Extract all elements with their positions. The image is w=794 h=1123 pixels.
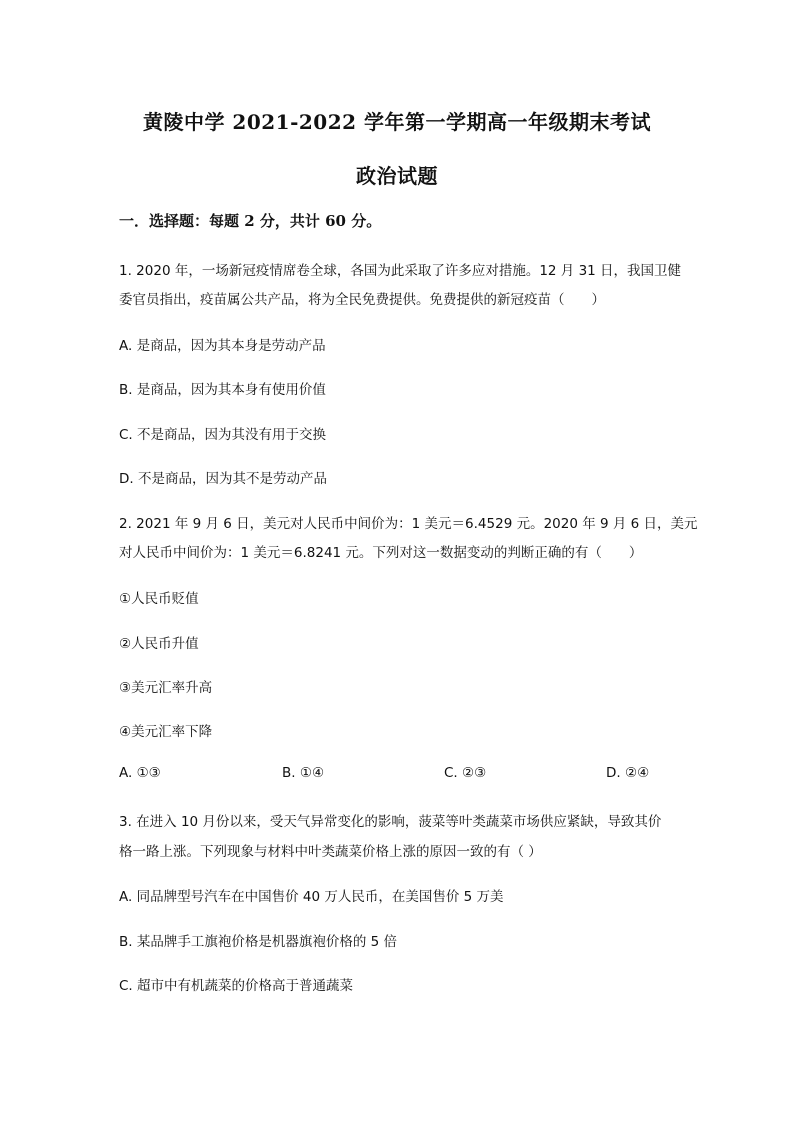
q2-statement-3: ③美元汇率升高 — [119, 680, 213, 696]
q2-options-row — [0, 765, 794, 785]
q2-statement-2: ②人民币升值 — [119, 636, 199, 652]
q2-option-a: A. ①③ — [119, 765, 161, 781]
q1-option-c: C. 不是商品，因为其没有用于交换 — [119, 427, 327, 443]
q1-option-b: B. 是商品，因为其本身有使用价值 — [119, 382, 326, 398]
q3-option-c: C. 超市中有机蔬菜的价格高于普通蔬菜 — [119, 978, 354, 994]
q1-stem-line-1: 1. 2020 年，一场新冠疫情席卷全球，各国为此采取了许多应对措施。12 月 31 日，我国卫健 — [119, 263, 682, 279]
q3-option-b: B. 某品牌手工旗袍价格是机器旗袍价格的 5 倍 — [119, 934, 398, 950]
q1-option-d: D. 不是商品，因为其不是劳动产品 — [119, 471, 327, 487]
q3-stem-line-2: 格一路上涨。下列现象与材料中叶类蔬菜价格上涨的原因一致的有（ ） — [119, 844, 542, 860]
q2-stem-line-1: 2. 2021 年 9 月 6 日，美元对人民币中间价为：1 美元＝6.4529 元。2020 年 9 月 6 日，美元 — [119, 516, 698, 532]
q1-option-a: A. 是商品，因为其本身是劳动产品 — [119, 338, 326, 354]
q2-option-c: C. ②③ — [444, 765, 487, 781]
q2-option-b: B. ①④ — [282, 765, 325, 781]
q1-stem-line-2: 委官员指出，疫苗属公共产品，将为全民免费提供。免费提供的新冠疫苗（ ） — [119, 292, 605, 308]
q2-statement-1: ①人民币贬值 — [119, 591, 199, 607]
q2-option-d: D. ②④ — [606, 765, 650, 781]
q3-stem-line-1: 3. 在进入 10 月份以来，受天气异常变化的影响，菠菜等叶类蔬菜市场供应紧缺，导致其价 — [119, 814, 662, 830]
exam-title: 黄陵中学 2021-2022 学年第一学期高一年级期末考试 — [142, 110, 652, 134]
q3-option-a: A. 同品牌型号汽车在中国售价 40 万人民币，在美国售价 5 万美 — [119, 889, 504, 905]
q2-statement-4: ④美元汇率下降 — [119, 724, 213, 740]
q2-stem-line-2: 对人民币中间价为：1 美元＝6.8241 元。下列对这一数据变动的判断正确的有（ ） — [119, 545, 643, 561]
section-heading: 一．选择题：每题 2 分，共计 60 分。 — [119, 212, 382, 230]
exam-subtitle: 政治试题 — [356, 164, 438, 188]
